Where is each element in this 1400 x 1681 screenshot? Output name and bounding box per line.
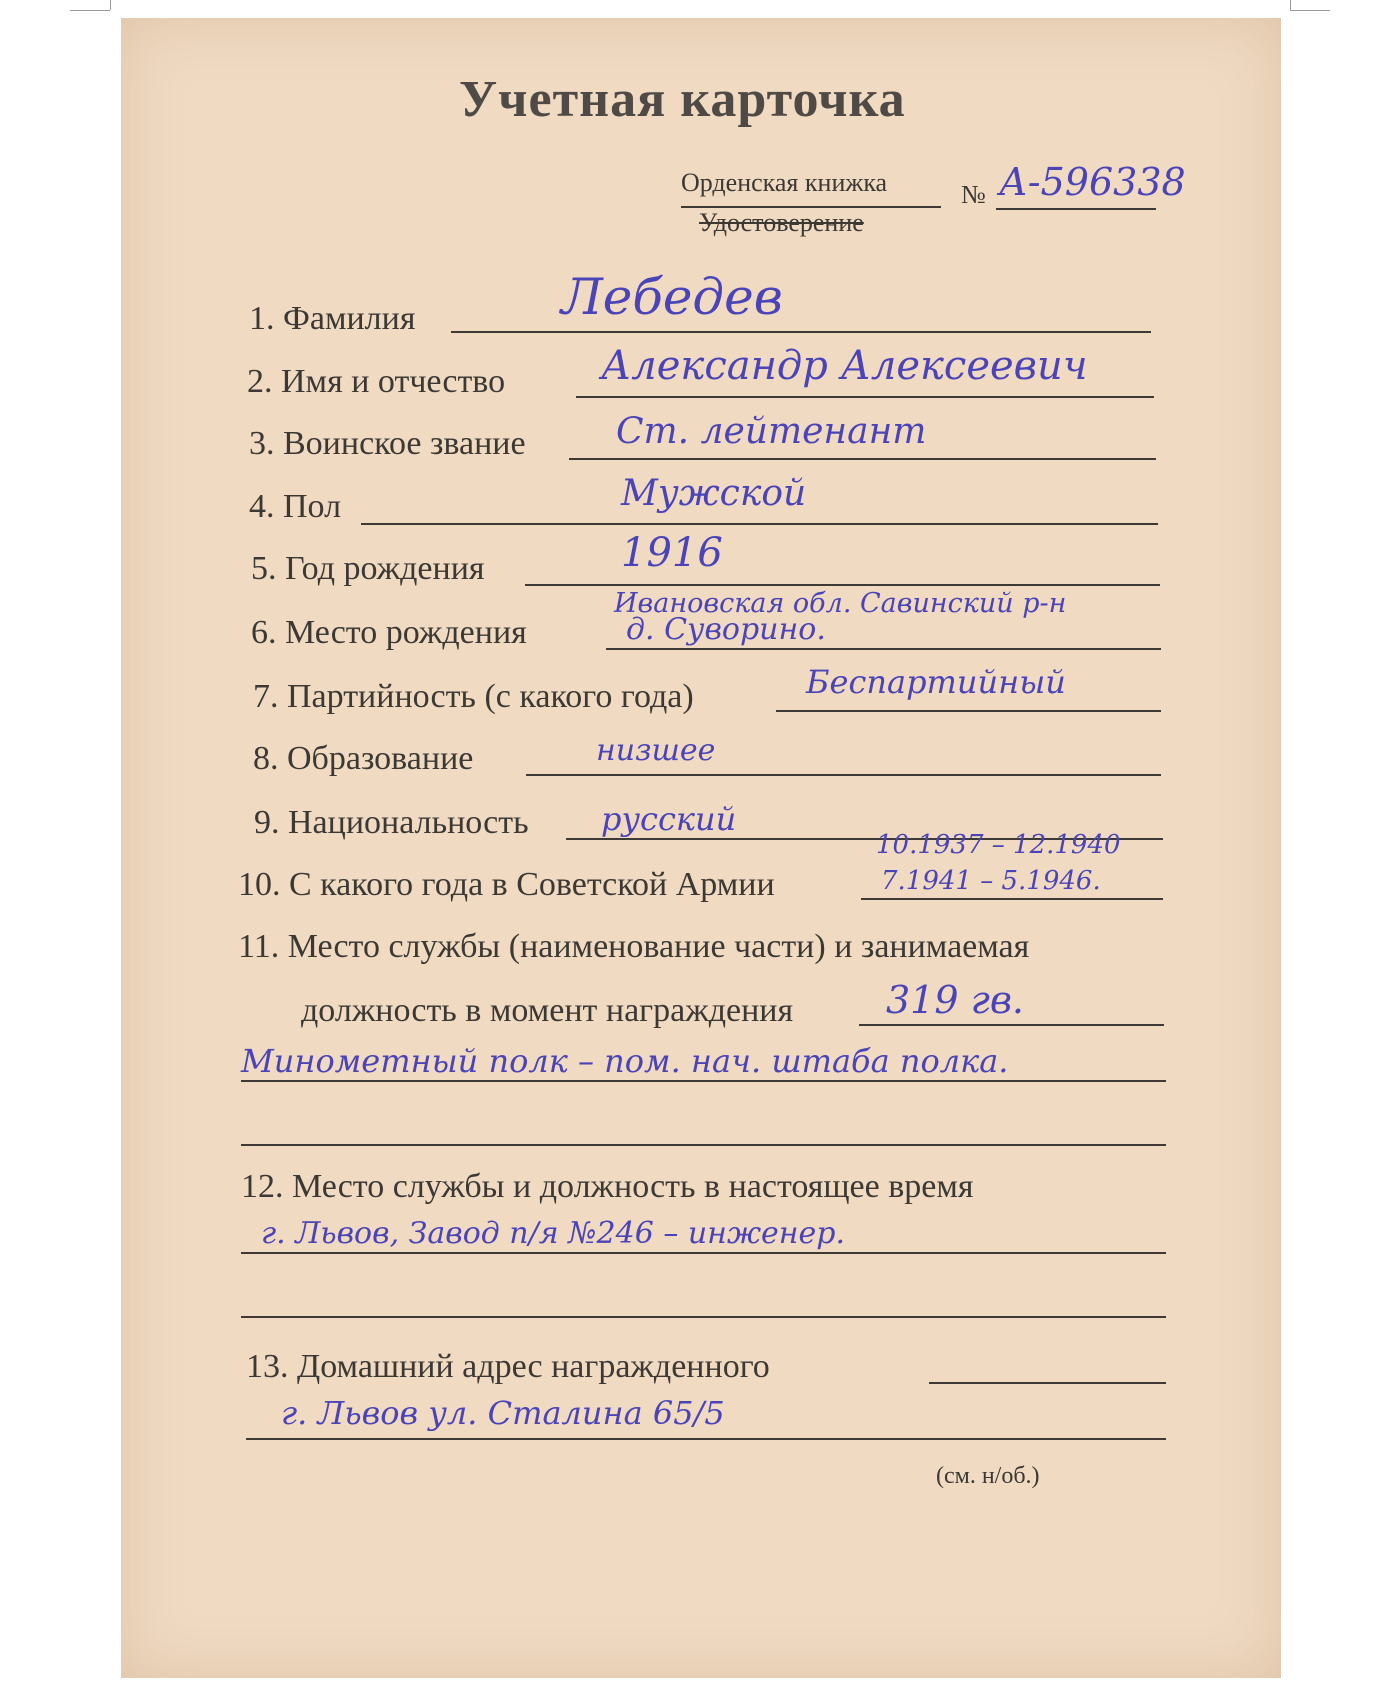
field-9-value: русский (601, 800, 737, 838)
field-5-label: 5. Год рождения (251, 550, 485, 587)
field-4-value: Мужской (621, 473, 807, 514)
field-6-value-line1: Ивановская обл. Савинский р-н (614, 588, 1067, 619)
field-13-line2 (246, 1438, 1166, 1440)
field-6-label: 6. Место рождения (251, 614, 527, 651)
field-3-line (569, 458, 1156, 460)
field-4-label: 4. Пол (249, 488, 342, 525)
field-11-value-line2: Минометный полк – пом. нач. штаба полка. (241, 1042, 1009, 1080)
field-6-line (606, 648, 1161, 650)
certificate-label: Удостоверение (699, 208, 864, 237)
field-8-line (526, 774, 1161, 776)
order-book-label: Орденская книжка (681, 168, 888, 197)
field-11-line1 (859, 1024, 1164, 1026)
field-1-line (451, 331, 1151, 333)
number-line (996, 208, 1156, 210)
field-10-value-line1: 10.1937 – 12.1940 (876, 830, 1121, 860)
field-1-label: 1. Фамилия (249, 300, 416, 337)
field-10-line (861, 898, 1163, 900)
field-13-line1 (929, 1382, 1166, 1384)
card-title: Учетная карточка (459, 71, 906, 128)
number-sign: № (961, 180, 986, 209)
field-11-value-line1: 319 гв. (886, 978, 1025, 1022)
field-10-label: 10. С какого года в Советской Армии (238, 866, 775, 903)
field-7-label: 7. Партийность (с какого года) (253, 678, 694, 715)
field-12-label: 12. Место службы и должность в настоящее время (241, 1168, 974, 1205)
crop-mark-right-vertical (1290, 0, 1291, 10)
crop-mark-left-vertical (110, 0, 111, 10)
field-11-label-line2: должность в момент награждения (301, 992, 794, 1029)
footer-note: (см. н/об.) (936, 1463, 1040, 1489)
field-3-label: 3. Воинское звание (249, 425, 526, 462)
field-6-value-line2: д. Суворино. (626, 612, 826, 647)
field-12-line1 (241, 1252, 1166, 1254)
field-11-line3 (241, 1144, 1166, 1146)
field-5-line (525, 584, 1160, 586)
registration-card (121, 18, 1281, 1678)
field-11-line2 (241, 1080, 1166, 1082)
crop-mark-right (1290, 10, 1330, 11)
field-7-value: Беспартийный (806, 663, 1066, 701)
field-13-label: 13. Домашний адрес награжденного (246, 1348, 770, 1385)
field-12-line2 (241, 1316, 1166, 1318)
field-4-line (361, 523, 1158, 525)
field-12-value: г. Львов, Завод п/я №246 – инженер. (261, 1216, 846, 1251)
field-10-value-line2: 7.1941 – 5.1946. (881, 866, 1101, 896)
field-9-label: 9. Национальность (254, 804, 529, 841)
field-8-label: 8. Образование (253, 740, 474, 777)
field-7-line (776, 710, 1161, 712)
field-3-value: Ст. лейтенант (616, 411, 927, 452)
field-8-value: низшее (596, 733, 716, 768)
field-2-label: 2. Имя и отчество (247, 363, 506, 400)
field-2-value: Александр Алексеевич (601, 343, 1088, 389)
field-5-value: 1916 (621, 530, 723, 576)
field-11-label-line1: 11. Место службы (наименование части) и занимаемая (238, 928, 1030, 965)
field-2-line (576, 396, 1154, 398)
order-book-number: А-596338 (999, 160, 1186, 204)
field-1-value: Лебедев (561, 268, 783, 326)
field-13-value: г. Львов ул. Сталина 65/5 (281, 1394, 725, 1432)
crop-mark-left (70, 10, 110, 11)
